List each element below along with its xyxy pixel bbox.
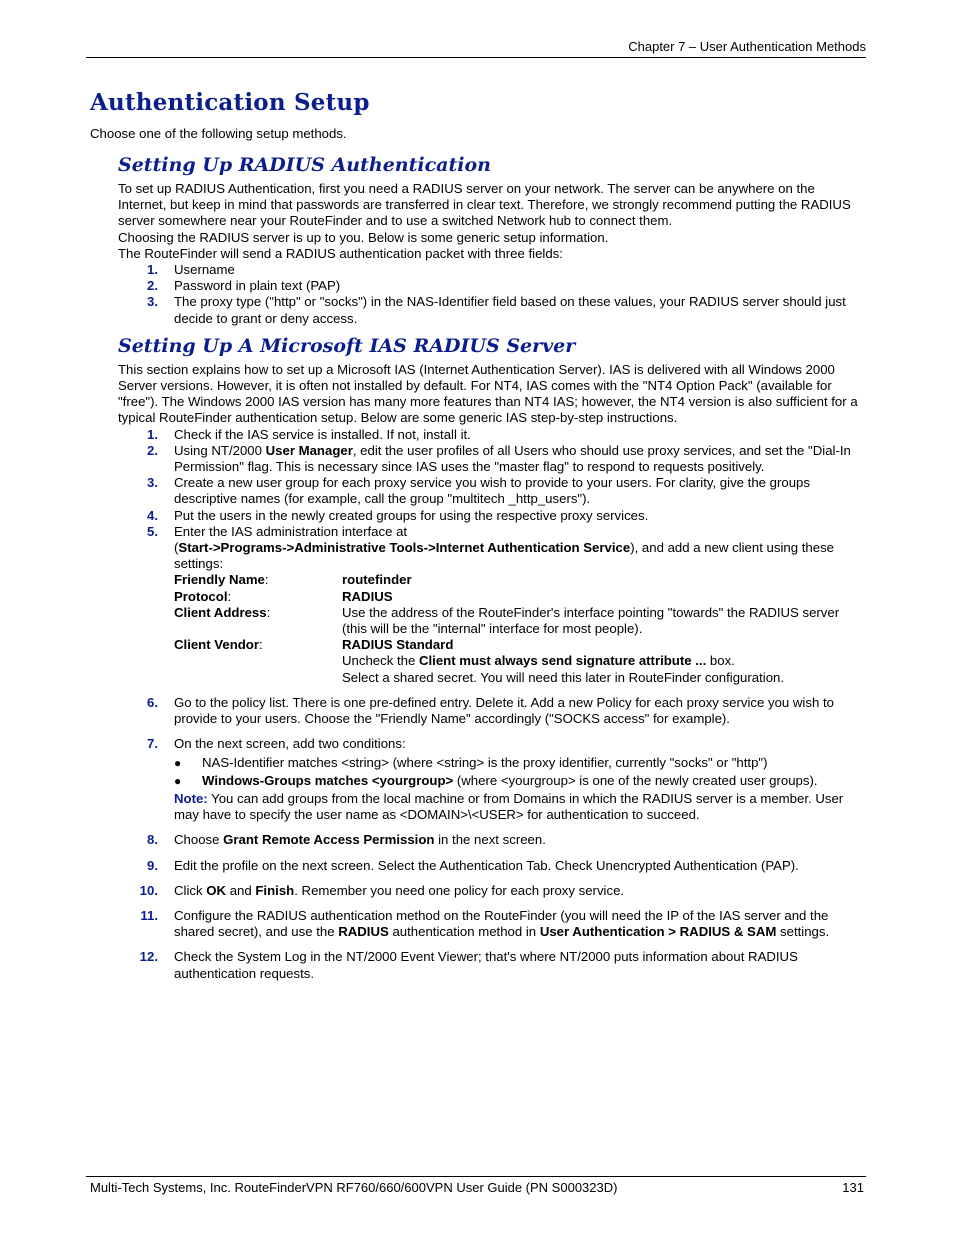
protocol-label: Protocol bbox=[174, 588, 228, 604]
client-settings-table bbox=[174, 572, 866, 685]
list-item bbox=[118, 278, 866, 294]
list-text: The proxy type ("http" or "socks") in the NAS-Identifier field based on these values, your RADIUS server should just decide to grant or deny access. bbox=[174, 294, 846, 326]
setting-value bbox=[342, 637, 866, 653]
list-number: 1. bbox=[147, 262, 158, 278]
radius-section bbox=[118, 152, 866, 327]
step-number: 3. bbox=[147, 475, 158, 491]
step-text: On the next screen, add two conditions: bbox=[174, 736, 406, 752]
setting-spacer bbox=[174, 653, 342, 669]
step-text: box. bbox=[706, 653, 735, 669]
step-1 bbox=[118, 427, 866, 443]
friendly-name-label: Friendly Name bbox=[174, 572, 265, 588]
friendly-name-value: routefinder bbox=[342, 572, 412, 588]
step-text: Click bbox=[174, 882, 207, 898]
radius-paragraph-3: The RouteFinder will send a RADIUS authentication packet with three fields: bbox=[118, 245, 563, 261]
step-number: 11. bbox=[140, 907, 158, 923]
radius-term: RADIUS bbox=[338, 924, 389, 940]
note-label: Note: bbox=[174, 790, 208, 806]
radius-paragraph-1: To set up RADIUS Authentication, first you need a RADIUS server on your network. The server can be anywhere on the Internet, but keep in mind that passwords are transferred in clear text. Therefore, we strongly recommend putting the RADIUS server somewhere near your RouteFinder and to use a switched Network hub to connect them. bbox=[118, 181, 851, 229]
ok-term: OK bbox=[206, 882, 227, 898]
intro-text: Choose one of the following setup methods. bbox=[90, 126, 347, 141]
client-vendor-label: Client Vendor bbox=[174, 637, 259, 653]
note-text: You can add groups from the local machine or from Domains in which the RADIUS server is a member. User may have to specify the user name as <DOMAIN>\<USER> for authentication to succeed. bbox=[174, 790, 844, 823]
setting-value bbox=[342, 572, 866, 588]
step-number: 6. bbox=[147, 694, 158, 710]
condition-text: (where <yourgroup> is one of the newly created user groups). bbox=[453, 772, 818, 788]
step-text: Configure the RADIUS authentication method on the RouteFinder (you will need the IP of the IAS server and the shared secret), and use the bbox=[174, 907, 829, 940]
step-number: 5. bbox=[147, 523, 158, 539]
list-number: 2. bbox=[147, 278, 158, 294]
ias-section bbox=[118, 333, 866, 982]
radius-heading: Setting Up RADIUS Authentication bbox=[118, 154, 491, 176]
setting-label: Client Address: bbox=[174, 604, 271, 620]
step-text: Go to the policy list. There is one pre-defined entry. Delete it. Add a new Policy for each proxy service you wish to provide to your users. Choose the "Friendly Name" accordingly ("SOCKS access" for example). bbox=[174, 694, 834, 727]
setting-value: Use the address of the RouteFinder's interface pointing "towards" the RADIUS server (this will be the "internal" interface for most people). bbox=[342, 604, 840, 637]
setting-spacer bbox=[174, 670, 342, 686]
page-title: Authentication Setup bbox=[90, 89, 370, 116]
ias-paragraph: This section explains how to set up a Microsoft IAS (Internet Authentication Server). IAS is delivered with all Windows 2000 Server versions. However, it is often not installed by default. For NT4, IAS comes with the "NT4 Option Pack" (available for "free"). The Windows 2000 IAS version has many more features than NT4 IAS; however, the NT4 version is also sufficient for a typical RouteFinder authentication setup. Below are some generic IAS step-by-step instructions. bbox=[118, 361, 858, 426]
ias-heading: Setting Up A Microsoft IAS RADIUS Server bbox=[118, 334, 576, 357]
setting-label: Client Vendor: bbox=[174, 637, 263, 653]
step-number: 10. bbox=[139, 882, 158, 898]
step-text: Put the users in the newly created groups for using the respective proxy services. bbox=[174, 507, 649, 523]
condition-item bbox=[174, 755, 866, 771]
page-number: 131 bbox=[842, 1180, 864, 1195]
condition-term: Windows-Groups matches <yourgroup> bbox=[202, 772, 454, 788]
client-vendor-value: RADIUS Standard bbox=[342, 637, 454, 653]
permission-term: Grant Remote Access Permission bbox=[223, 832, 435, 848]
radius-paragraph-2: Choosing the RADIUS server is up to you. Below is some generic setup information. bbox=[118, 229, 609, 245]
bullet-icon: ● bbox=[174, 755, 182, 770]
step-text: and bbox=[226, 882, 256, 898]
step-number: 7. bbox=[147, 736, 158, 752]
menu-path: User Authentication > RADIUS & SAM bbox=[539, 924, 777, 940]
step-3 bbox=[118, 475, 866, 507]
step-number: 4. bbox=[147, 507, 158, 523]
step-number: 1. bbox=[147, 426, 158, 442]
condition-text: NAS-Identifier matches <string> (where <string> is the proxy identifier, currently "socks" or "http") bbox=[202, 754, 768, 770]
footer-rule bbox=[86, 1176, 866, 1177]
step-12 bbox=[118, 949, 866, 981]
header-rule bbox=[86, 57, 866, 58]
uncheck-instruction bbox=[342, 653, 866, 669]
protocol-value: RADIUS bbox=[342, 588, 393, 604]
step-number: 12. bbox=[139, 949, 158, 965]
conditions-list bbox=[174, 755, 866, 789]
step-text: Uncheck the bbox=[342, 653, 419, 669]
user-manager-term: User Manager bbox=[265, 442, 353, 458]
list-item bbox=[118, 294, 866, 326]
step-11 bbox=[118, 908, 866, 940]
step-9 bbox=[118, 858, 866, 874]
step-text: Using NT/2000 bbox=[174, 442, 266, 458]
step-text: Create a new user group for each proxy service you wish to provide to your users. For clarity, give the groups descriptive names (for example, call the group "multitech _http_users"). bbox=[174, 475, 810, 507]
step-path-line bbox=[174, 540, 866, 572]
step-10 bbox=[118, 883, 866, 899]
condition-item bbox=[174, 773, 866, 789]
list-number: 3. bbox=[147, 294, 158, 310]
setting-label: Friendly Name: bbox=[174, 572, 269, 588]
step-text: ), and add a new client using these settings: bbox=[174, 540, 834, 572]
step-8 bbox=[118, 832, 866, 848]
bullet-icon: ● bbox=[174, 773, 182, 788]
step-text: ( bbox=[174, 540, 179, 556]
step-text: authentication method in bbox=[388, 924, 540, 940]
menu-path: Start->Programs->Administrative Tools->Internet Authentication Service bbox=[178, 540, 631, 556]
step-number: 9. bbox=[147, 857, 158, 873]
step-text: in the next screen. bbox=[434, 832, 546, 848]
step-4 bbox=[118, 508, 866, 524]
step-text: Edit the profile on the next screen. Select the Authentication Tab. Check Unencrypted Authentication (PAP). bbox=[174, 857, 799, 873]
setting-label: Protocol: bbox=[174, 588, 232, 604]
step-text: Choose bbox=[174, 832, 224, 848]
setting-value bbox=[342, 589, 866, 605]
shared-secret-instruction: Select a shared secret. You will need this later in RouteFinder configuration. bbox=[342, 669, 785, 685]
step-text: . Remember you need one policy for each proxy service. bbox=[294, 882, 625, 898]
step-text: , edit the user profiles of all Users who should use proxy services, and set the "Dial-In Permission" flag. This is necessary since IAS uses the "master flag" to respond to requests positively. bbox=[174, 442, 851, 475]
finish-term: Finish bbox=[255, 882, 295, 898]
step-7 bbox=[118, 736, 866, 823]
page-content bbox=[90, 86, 866, 991]
footer-text: Multi-Tech Systems, Inc. RouteFinderVPN RF760/660/600VPN User Guide (PN S000323D) bbox=[90, 1180, 618, 1195]
step-5 bbox=[118, 524, 866, 686]
radius-field-list bbox=[118, 262, 866, 327]
step-2 bbox=[118, 443, 866, 475]
step-text: Check the System Log in the NT/2000 Event Viewer; that's where NT/2000 puts information about RADIUS authentication requests. bbox=[174, 949, 798, 981]
list-text: Username bbox=[174, 262, 235, 278]
step-number: 8. bbox=[147, 832, 158, 848]
list-item bbox=[118, 262, 866, 278]
step-text: settings. bbox=[776, 924, 830, 940]
list-text: Password in plain text (PAP) bbox=[174, 278, 341, 294]
step-text: Enter the IAS administration interface at bbox=[174, 523, 408, 539]
step-number: 2. bbox=[147, 442, 158, 458]
step-text: Check if the IAS service is installed. If not, install it. bbox=[174, 426, 471, 442]
note bbox=[174, 791, 866, 823]
running-header: Chapter 7 – User Authentication Methods bbox=[628, 39, 866, 54]
client-address-label: Client Address bbox=[174, 604, 267, 620]
signature-option-name: Client must always send signature attribute ... bbox=[418, 653, 707, 669]
step-6 bbox=[118, 695, 866, 727]
ias-step-list bbox=[118, 427, 866, 982]
